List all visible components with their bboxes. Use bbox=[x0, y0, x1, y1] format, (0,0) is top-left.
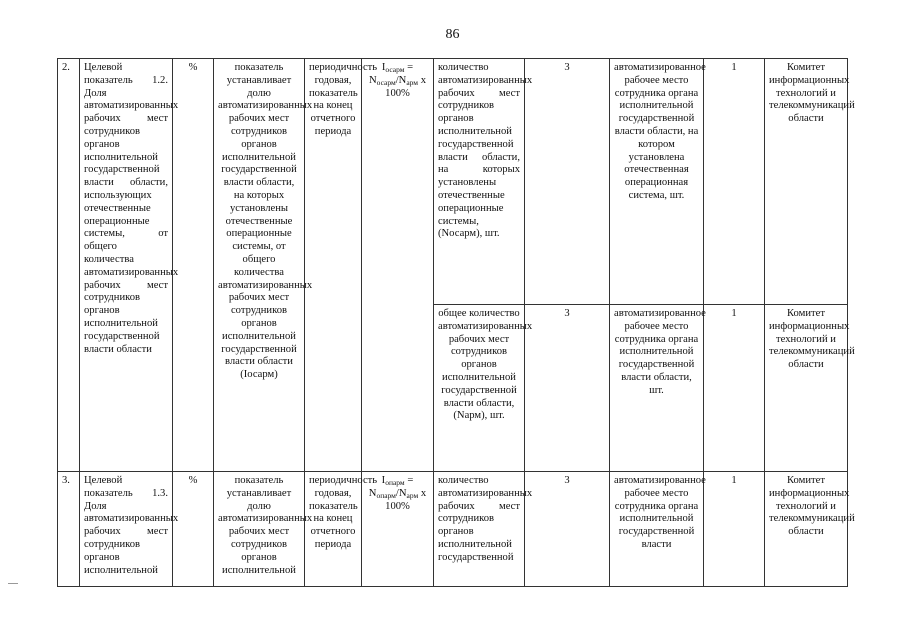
indicator-definition: показатель устанавливает долю автоматизированных рабочих мест сотрудников органов исполнительной bbox=[214, 472, 305, 587]
periodicity: периодичность годовая, показатель на конец отчетного периода bbox=[305, 472, 362, 587]
unit-of-measure: % bbox=[173, 59, 214, 472]
responsible-body: Комитет информационных технологий и телекоммуникаций области bbox=[765, 59, 848, 305]
component-description: общее количество автоматизированных рабочих мест сотрудников органов исполнительной государственной власти области, (Nарм), шт. bbox=[434, 305, 525, 472]
table-row bbox=[58, 472, 848, 587]
indicator-table bbox=[57, 58, 855, 587]
component-code-2: 1 bbox=[704, 305, 765, 472]
component-unit: автоматизированное рабочее место сотрудника органа исполнительной государственной власти области, на котором установлена отечественная операционная система, шт. bbox=[610, 59, 704, 305]
component-unit: автоматизированное рабочее место сотрудника органа исполнительной государственной власти области, шт. bbox=[610, 305, 704, 472]
periodicity: периодичность годовая, показатель на конец отчетного периода bbox=[305, 59, 362, 472]
indicator-definition: показатель устанавливает долю автоматизированных рабочих мест сотрудников органов исполнительной государственной власти области, на которых установлены отечественные операционные системы, от общего количества автоматизированных рабочих мест сотрудников органов исполнительной государственной власти области (Iосарм) bbox=[214, 59, 305, 472]
margin-mark bbox=[8, 583, 18, 584]
indicator-name: Целевой показатель 1.3. Доля автоматизированных рабочих мест сотрудников органов исполнительной bbox=[80, 472, 173, 587]
component-code-2: 1 bbox=[704, 472, 765, 587]
row-number: 3. bbox=[58, 472, 80, 587]
page-number: 86 bbox=[445, 27, 460, 42]
component-code: 3 bbox=[525, 59, 610, 305]
responsible-body: Комитет информационных технологий и телекоммуникаций области bbox=[765, 305, 848, 472]
component-code-2: 1 bbox=[704, 59, 765, 305]
formula: $I_{осарм}$ = $N_{осарм}/N_{арм}$ x 100% bbox=[362, 59, 434, 472]
component-code: 3 bbox=[525, 472, 610, 587]
component-unit: автоматизированное рабочее место сотрудника органа исполнительной государственной власти bbox=[610, 472, 704, 587]
component-description: количество автоматизированных рабочих мест сотрудников органов исполнительной государственной bbox=[434, 472, 525, 587]
unit-of-measure: % bbox=[173, 472, 214, 587]
row-number: 2. bbox=[58, 59, 80, 472]
indicator-name: Целевой показатель 1.2. Доля автоматизированных рабочих мест сотрудников органов исполнительной государственной власти области, использующих отечественные операционные системы, от общего количества автоматизированных рабочих мест сотрудников органов исполнительной государственной власти области bbox=[80, 59, 173, 472]
component-code: 3 bbox=[525, 305, 610, 472]
formula: $I_{опарм}$ = $N_{опарм}/N_{арм}$ x 100% bbox=[362, 472, 434, 587]
component-description: количество автоматизированных рабочих мест сотрудников органов исполнительной государственной власти области, на которых установлены отечественные операционные системы, (Nосарм), шт. bbox=[434, 59, 525, 305]
responsible-body: Комитет информационных технологий и телекоммуникаций области bbox=[765, 472, 848, 587]
table-row bbox=[58, 59, 848, 305]
